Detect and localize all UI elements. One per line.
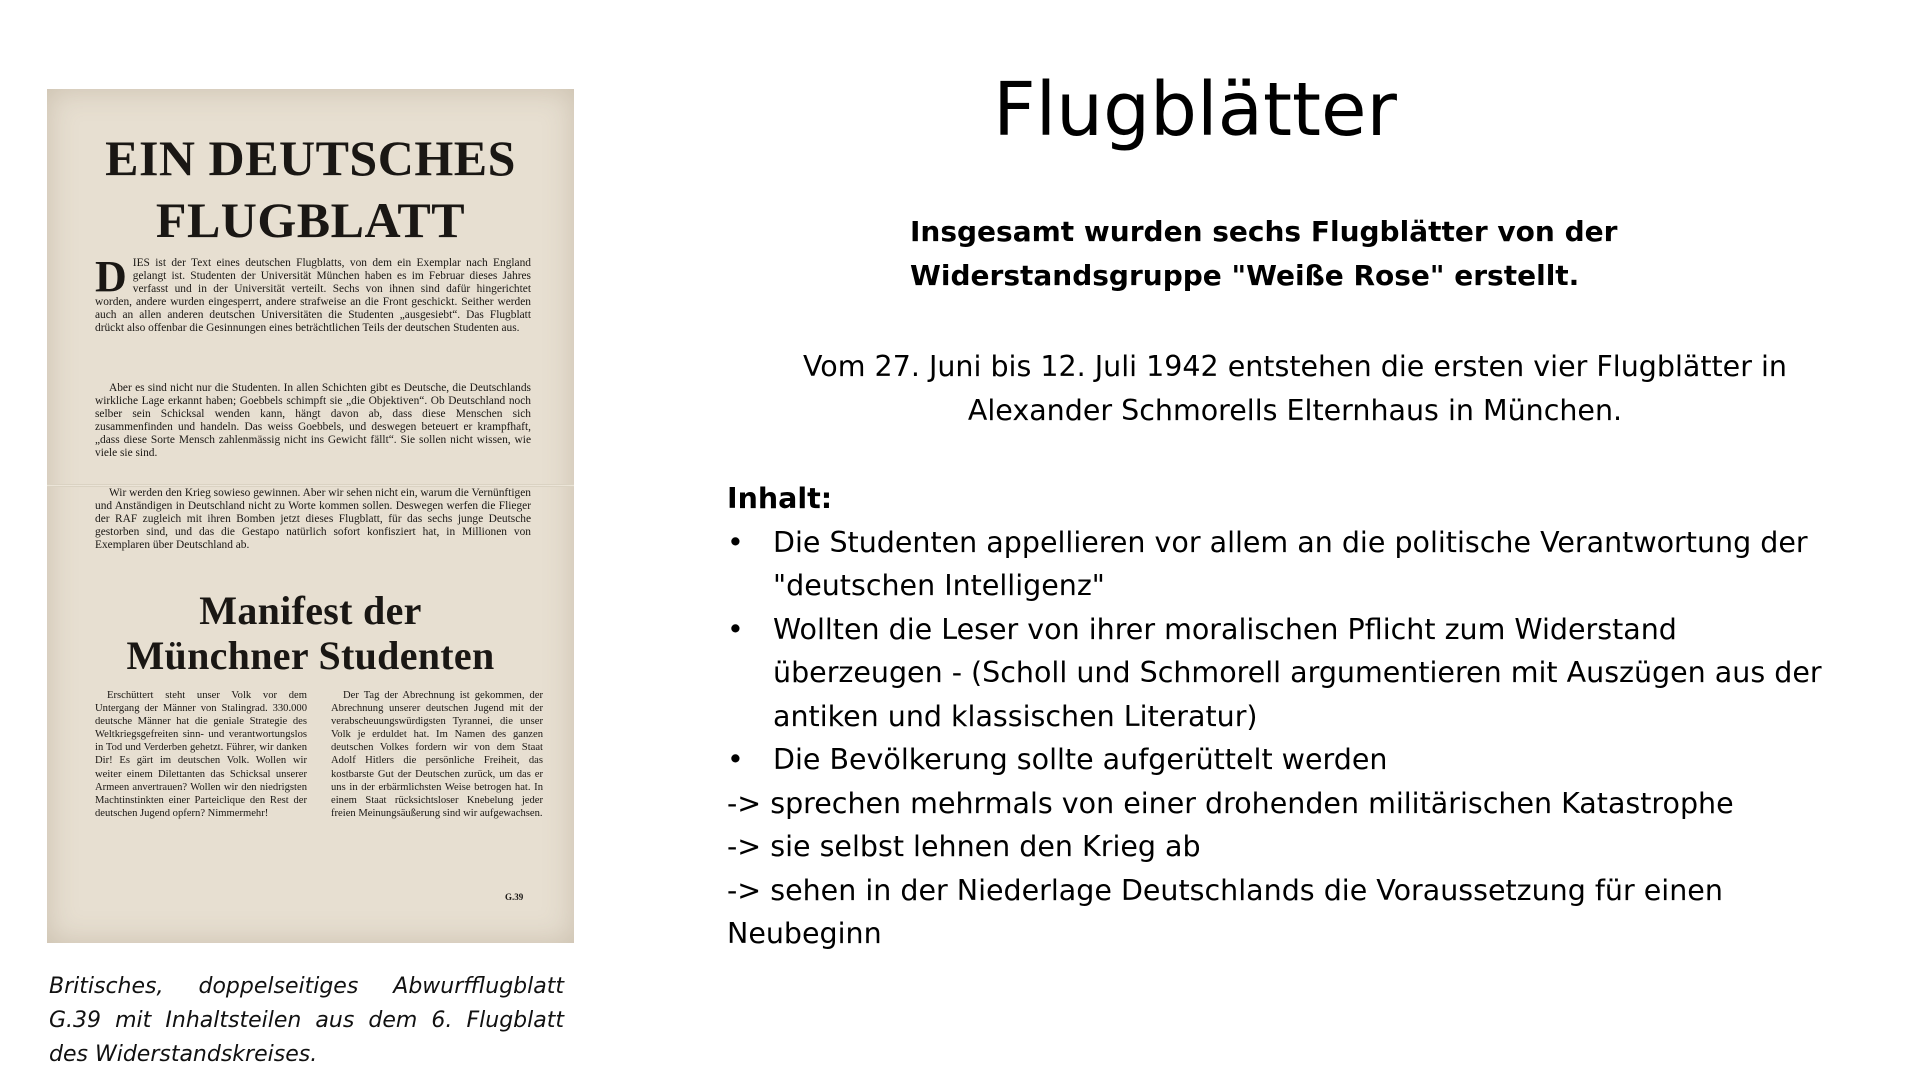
arrow-item: -> sie selbst lehnen den Krieg ab — [727, 830, 1201, 863]
bullet-item — [727, 521, 1907, 608]
bullet-item — [727, 608, 1907, 739]
leaflet-headline: EIN DEUTSCHES — [105, 130, 516, 186]
leaflet-column-right: Der Tag der Abrechnung ist gekommen, der Abrechnung unserer deutschen Jugend mit der verabscheuungswürdigsten Tyrannei, die unser Volk je erduldet hat. Im Namen des ganzen deutschen Volkes fordern wir von dem Staat Adolf Hitlers die persönliche Freiheit, das kostbarste Gut der Deutschen zurück, um das er uns in der erbärmlichsten Weise betrogen hat. In einem Staat rücksichtsloser Knebelung jeder freien Meinungsäußerung sind wir aufgewachsen. — [331, 690, 543, 819]
content-heading: Inhalt: — [727, 482, 833, 515]
bullet-text: Die Bevölkerung sollte aufgerüttelt werden — [773, 743, 1388, 776]
leaflet-headline: FLUGBLATT — [155, 192, 466, 248]
slide-title: Flugblätter — [993, 67, 1397, 153]
subheading — [910, 210, 1617, 298]
leaflet-paragraph: Wir werden den Krieg sowieso gewinnen. Aber wir sehen nicht ein, warum die Vernünftigen und Anständigen in Deutschland nicht zu Worte kommen sollen. Deswegen werfen die Flieger der RAF zugleich mit ihren Bomben jetzt dieses Flugblatt, für das sechs junge Deutsche gestorben sind, und das die Gestapo natürlich sofort konfisziert hat, in Millionen von Exemplaren über Deutschland ab. — [95, 487, 531, 552]
bullet-text: überzeugen - (Scholl und Schmorell argumentieren mit Auszügen aus der — [773, 656, 1822, 689]
arrow-item: -> sehen in der Niederlage Deutschlands die Voraussetzung für einen — [727, 873, 1723, 907]
arrow-list — [727, 782, 1907, 956]
bullet-icon: • — [727, 525, 744, 559]
bullet-text: Wollten die Leser von ihrer moralischen Pflicht zum Widerstand — [773, 612, 1677, 646]
bullet-text: "deutschen Intelligenz" — [773, 569, 1105, 602]
intro-line: Vom 27. Juni bis 12. Juli 1942 entstehen die ersten vier Flugblätter in — [803, 350, 1787, 383]
intro-text — [700, 345, 1890, 433]
bullet-icon: • — [727, 612, 744, 646]
image-caption: Britisches, doppelseitiges Abwurfflugblatt G.39 mit Inhaltsteilen aus dem 6. Flugblatt des Widerstandskreises. — [49, 974, 564, 1067]
bullet-list — [727, 521, 1907, 782]
leaflet-manifest-title: Manifest der — [199, 588, 422, 633]
leaflet-paragraph: Aber es sind nicht nur die Studenten. In allen Schichten gibt es Deutsche, die Deutschlands wirkliche Lage erkannt haben; Goebbels schimpft sie „die Objektiven“. Ob Deutschland noch selber sein Schicksal wenden kann, hängt davon ab, dass diese Menschen sich zusammenfinden und handeln. Das weiss Goebbels, und deswegen beteuert er krampfhaft, „dass diese Sorte Mensch zahlenmässig nicht ins Gewicht fällt“. Sie sollen nicht wissen, wie viele sie sind. — [95, 382, 531, 460]
leaflet-column-left: Erschüttert steht unser Volk vor dem Untergang der Männer von Stalingrad. 330.000 deutsche Männer hat die geniale Strategie des Weltkriegsgefreiten sinn- und verantwortungslos in Tod und Verderben gehetzt. Führer, wir danken Dir! Es gärt im deutschen Volk. Wollen wir weiter einem Dilettanten das Schicksal unserer Armeen anvertrauen? Wollen wir den niedrigsten Machtinstinkten einer Parteiclique den Rest der deutschen Jugend opfern? Nimmermehr! — [95, 690, 307, 819]
leaflet-manifest-title: Münchner Studenten — [126, 633, 495, 678]
subheading-line: Widerstandsgruppe "Weiße Rose" erstellt. — [910, 259, 1580, 292]
arrow-item: -> sprechen mehrmals von einer drohenden militärischen Katastrophe — [727, 786, 1734, 820]
bullet-text: Die Studenten appellieren vor allem an die politische Verantwortung der — [773, 525, 1808, 559]
bullet-icon: • — [727, 743, 744, 776]
bullet-item — [727, 738, 1907, 782]
leaflet-image — [47, 89, 574, 943]
arrow-item: Neubeginn — [727, 917, 882, 950]
intro-line: Alexander Schmorells Elternhaus in München. — [967, 394, 1623, 427]
content-section — [727, 477, 1907, 956]
leaflet-dropcap: D — [95, 252, 127, 301]
leaflet-paragraph — [95, 252, 531, 336]
leaflet-paragraph-text: IES ist der Text eines deutschen Flugblatts, von dem ein Exemplar nach England gelangt ist. Studenten der Universität München haben es im Februar dieses Jahres verfasst und in der Universität verteilt. Sechs von ihnen sind dafür hingerichtet worden, andere wurden eingesperrt, andere strafweise an die Front geschickt. Seither werden auch an allen anderen deutschen Universitäten die Studenten „ausgesiebt“. Das Flugblatt drückt also offenbar die Gesinnungen eines beträchtlichen Teils der deutschen Studenten aus. — [95, 257, 531, 335]
subheading-line: Insgesamt wurden sechs Flugblätter von der — [910, 215, 1618, 248]
leaflet-code: G.39 — [505, 892, 524, 902]
bullet-text: antiken und klassischen Literatur) — [773, 699, 1258, 733]
